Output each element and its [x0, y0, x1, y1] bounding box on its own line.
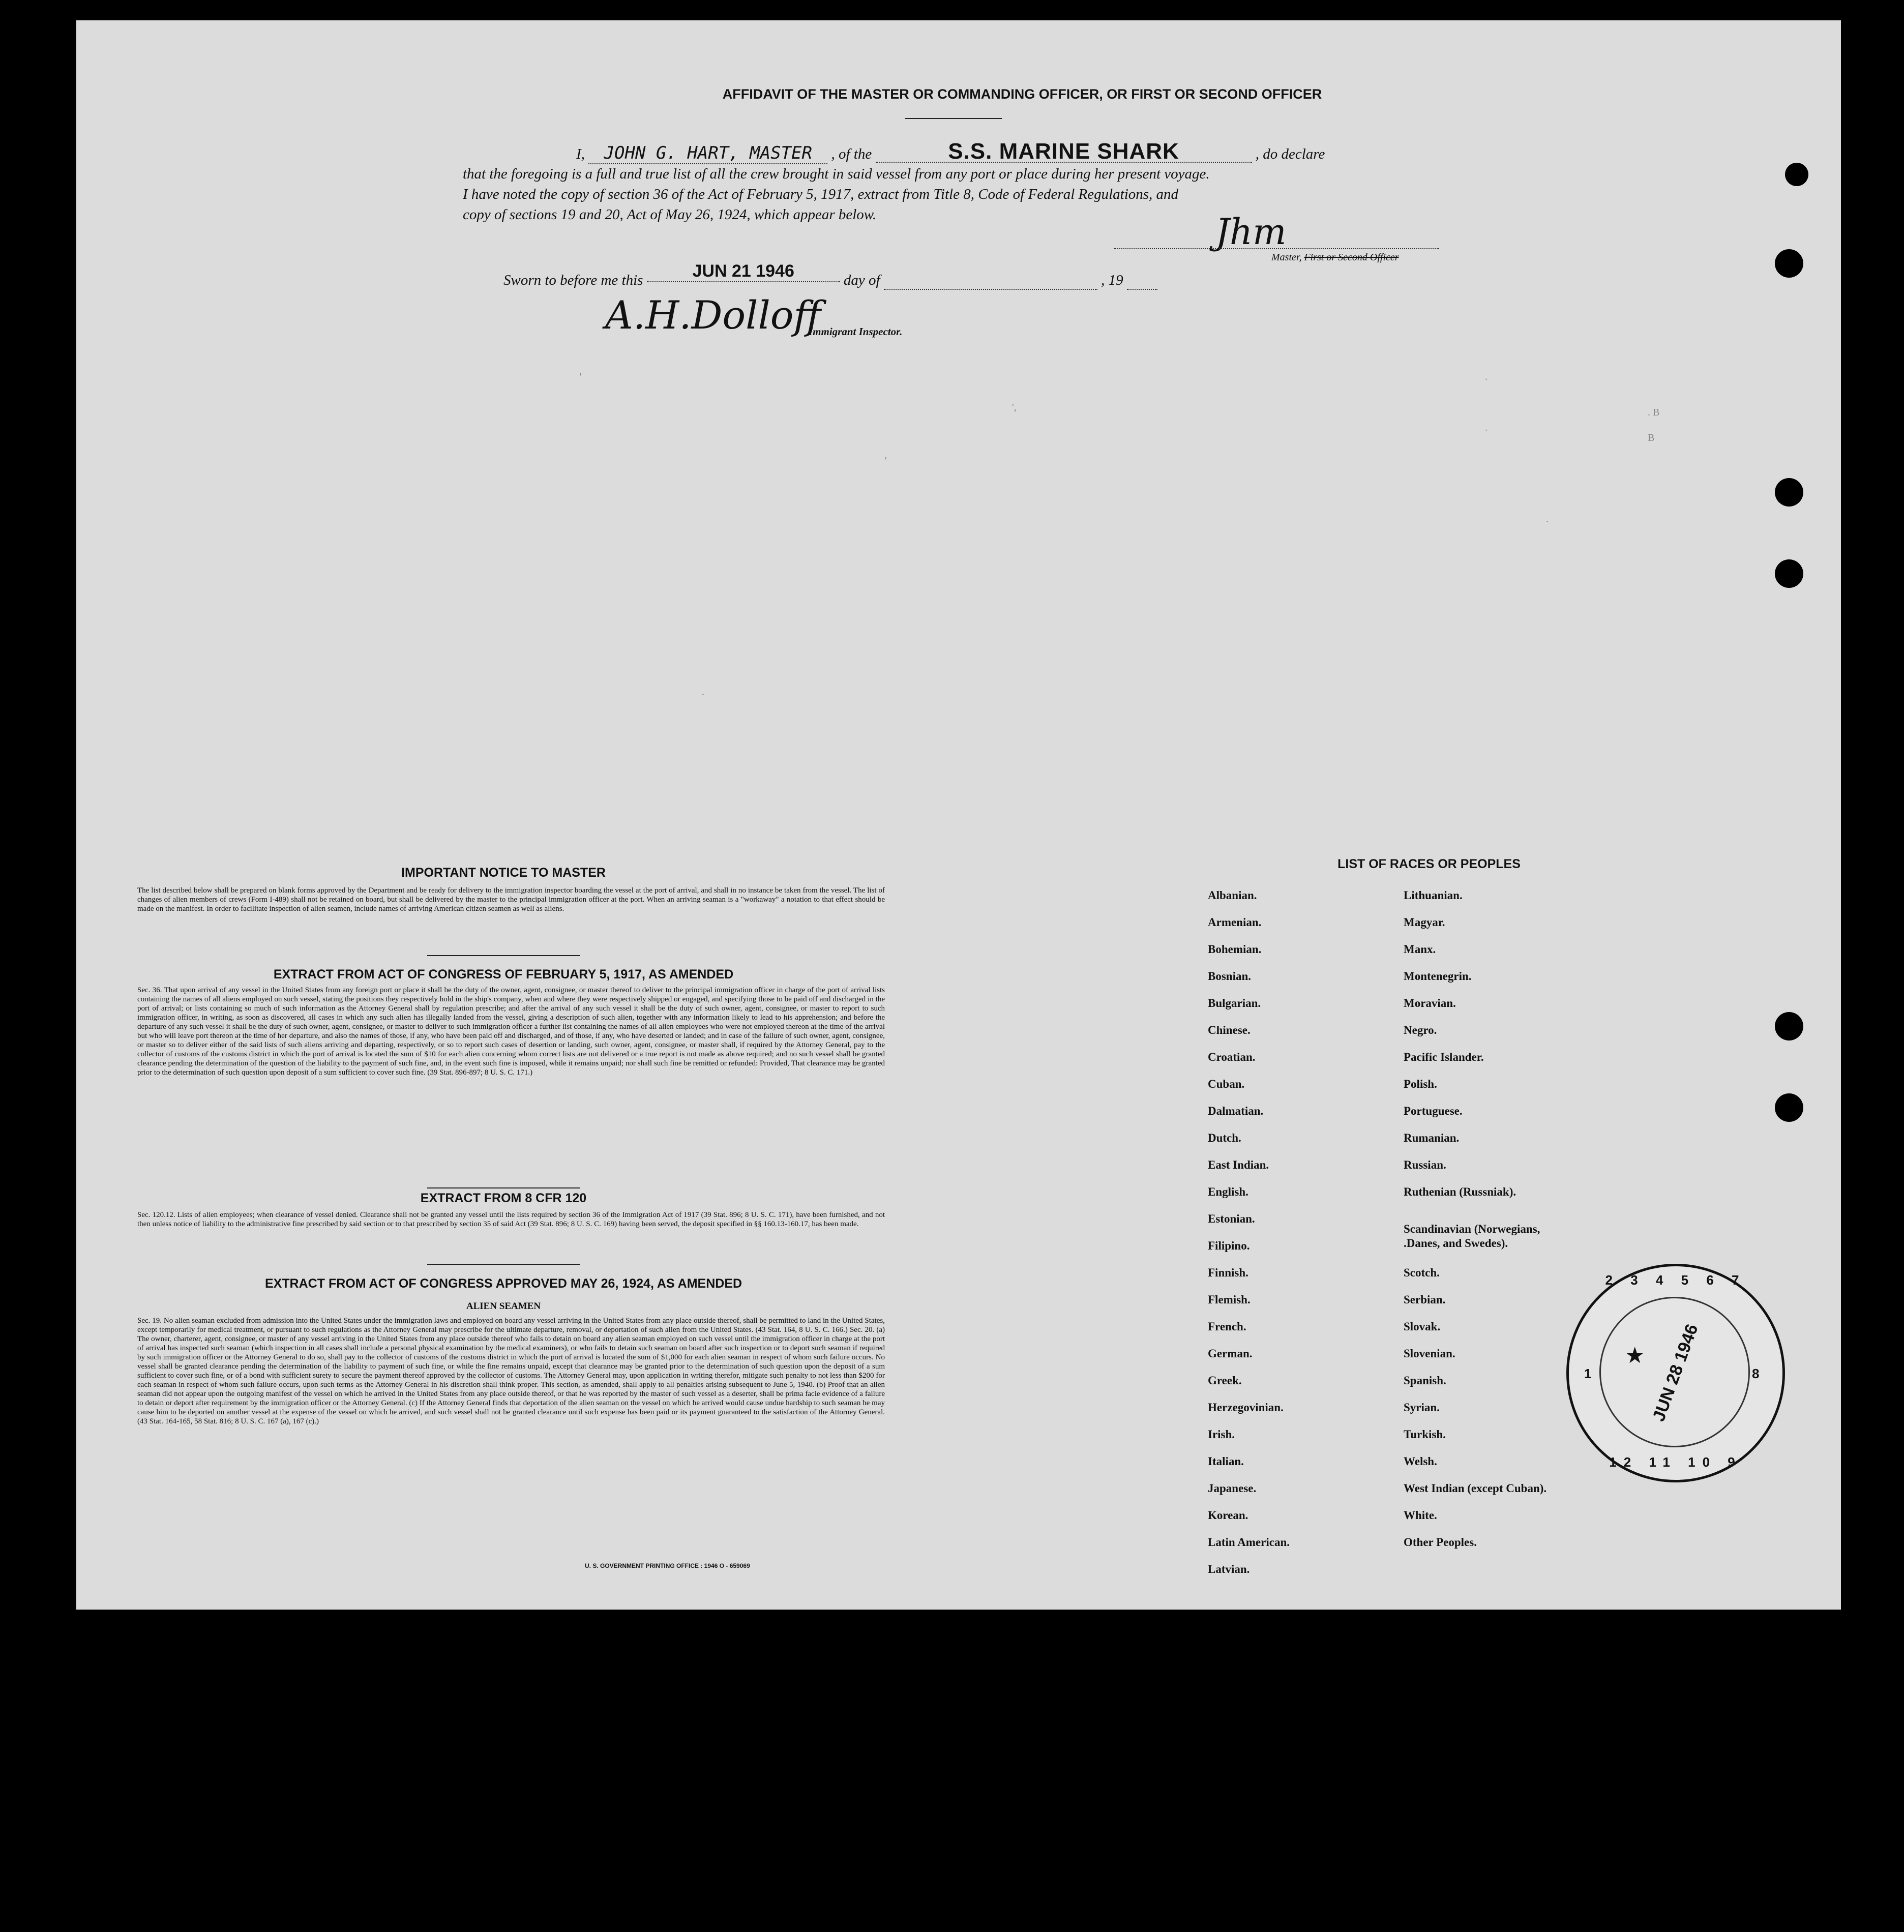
punch-hole [1775, 559, 1803, 588]
extract-1924-text: Sec. 19. No alien seaman excluded from admission into the United States under the immigration laws and employed on board any vessel arriving in the United States from any place outside thereof, shall be permitted to land in the United States, except temporarily for medical treatment, or pursuant to such regulations as the Attorney General may prescribe for the ultimate departure, removal, or deportation of such alien from the United States. (43 Stat. 164, 8 U. S. C. 166.) Sec. 20. (a) The owner, charterer, agent, consignee, or master of any vessel arriving in the United States from any place outside thereof who fails to detain on board any alien seaman employed on such vessel until the immigration officer in charge at the port of arrival has inspected such seaman (which inspection in all cases shall include a personal physical examination by the medical examiners), or who fails to detain such seaman on board after such inspection or to deport such seaman if required by such immigration officer or the Attorney General to do so, shall pay to the collector of customs of the customs district in which the port of arrival is located the sum of $1,000 for each alien seaman in respect of whom such failure occurs. No vessel shall be granted clearance pending the determination of the liability to payment of such fine, or while the fine remains unpaid, except that clearance may be granted prior to the determination of such question upon the deposit of a sum sufficient to cover such fine, or of a bond with sufficient surety to secure the payment thereof approved by the collector of customs. The Attorney General may, upon application in writing therefor, mitigate such penalty to not less than $200 for each seaman in respect of whom such failure occurs, upon such terms as the Attorney General in his discretion shall think proper. This section, as amended, shall apply to all penalties arising subsequent to June 5, 1940. (b) Proof that an alien seaman did not appear upon the outgoing manifest of the vessel on which he arrived in the United States from any place outside thereof, or that he was reported by the master of such vessel as a deserter, shall be prima facie evidence of a failure to detain or deport after requirement by the immigration officer or the Attorney General. (c) If the Attorney General finds that deportation of the alien seaman on the vessel on which he arrived would cause undue hardship to such seaman he may cause him to be deported on another vessel at the expense of the vessel on which he arrived, and such vessel shall not be granted clearance until such expense has been paid or its payment guaranteed to the satisfaction of the Attorney General. (43 Stat. 164-165, 58 Stat. 816; 8 U. S. C. 167 (a), 167 (c).) [137, 1317, 885, 1425]
vessel-name: S.S. MARINE SHARK [876, 141, 1252, 163]
race-item: Spanish. [1404, 1374, 1446, 1387]
race-item: Latin American. [1208, 1536, 1290, 1549]
title-rule [905, 118, 1002, 119]
inspector-label: Immigrant Inspector. [809, 325, 903, 338]
race-item: Korean. [1208, 1509, 1248, 1522]
race-item: Estonian. [1208, 1212, 1255, 1225]
extract-cfr-title: EXTRACT FROM 8 CFR 120 [420, 1191, 587, 1205]
master-name: JOHN G. HART, MASTER [588, 143, 827, 164]
race-item: Greek. [1208, 1374, 1242, 1387]
bleed-through-marks: ' ' ', . . . . B B . [580, 371, 1660, 698]
divider-2 [427, 1187, 580, 1188]
declaration-line-1: I, JOHN G. HART, MASTER , of the S.S. MARINE SHARK , do declare [576, 139, 1325, 164]
punch-hole [1785, 163, 1808, 186]
race-item: Serbian. [1404, 1293, 1446, 1306]
race-item: Bosnian. [1208, 970, 1252, 983]
race-item: Finnish. [1208, 1266, 1248, 1279]
printer-line: U. S. GOVERNMENT PRINTING OFFICE : 1946 O - 659069 [585, 1562, 750, 1569]
race-item: Bulgarian. [1208, 997, 1261, 1009]
declaration-line-3: I have noted the copy of section 36 of the Act of February 5, 1917, extract from Title 8, Code of Federal Regulations, and [463, 186, 1179, 202]
race-item: Rumanian. [1404, 1132, 1460, 1144]
divider-1 [427, 955, 580, 956]
race-item: Turkish. [1404, 1428, 1446, 1441]
race-item: Magyar. [1404, 916, 1445, 929]
notice-title: IMPORTANT NOTICE TO MASTER [401, 866, 606, 880]
race-item: Ruthenian (Russniak). [1404, 1185, 1516, 1198]
race-item: Other Peoples. [1404, 1536, 1477, 1549]
race-item: French. [1208, 1320, 1246, 1333]
stamp-date: JUN 28 1946 [1649, 1321, 1702, 1424]
inspector-signature: A.H.Dolloff [605, 292, 821, 338]
race-item: Negro. [1404, 1024, 1437, 1036]
affidavit-title: AFFIDAVIT OF THE MASTER OR COMMANDING OFFICER, OR FIRST OR SECOND OFFICER [722, 86, 1322, 102]
race-item: Dalmatian. [1208, 1105, 1264, 1117]
punch-hole [1775, 478, 1803, 507]
sworn-line: Sworn to before me this JUN 21 1946 day of , 19 [503, 270, 1157, 290]
punch-hole [1775, 249, 1803, 278]
race-item: Albanian. [1208, 889, 1257, 902]
race-item: Polish. [1404, 1078, 1437, 1090]
race-item: .Danes, and Swedes). [1404, 1237, 1508, 1250]
race-item: Flemish. [1208, 1293, 1251, 1306]
star-icon: ★ [1625, 1343, 1645, 1368]
race-item: Montenegrin. [1404, 970, 1472, 983]
race-item: Russian. [1404, 1158, 1446, 1171]
race-item: Latvian. [1208, 1563, 1250, 1576]
extract-1917-title: EXTRACT FROM ACT OF CONGRESS OF FEBRUARY 5, 1917, AS AMENDED [273, 967, 734, 982]
extract-1917-text: Sec. 36. That upon arrival of any vessel in the United States from any foreign port or place it shall be the duty of the owner, agent, consignee, or master thereof to deliver to the principal immigration officer in charge of the port of arrival lists containing the names of all aliens employed on such vessel, stating the positions they respectively hold in the ship's company, when and where they were respectively shipped or engaged, and specifying those to be paid off and discharged in the port of arrival; or lists containing so much of such information as the Attorney General shall by regulation prescribe; and after the arrival of any such vessel it shall be the duty of such owner, agent, consignee, or master to report to such immigration officer, in writing, as soon as discovered, all cases in which any such alien has illegally landed from the vessel, giving a description of such alien, together with any information likely to lead to his apprehension; and before the departure of any such vessel it shall be the duty of such owner, agent, consignee, or master to deliver to such immigration officer a further list containing the names of all alien employees who were not employed thereon at the time of the arrival but who will leave port thereon at the time of her departure, and also the names of those, if any, who have been paid off and discharged, and of those, if any, who have deserted or landed; and in case of the failure of such owner, agent, consignee, or master so to deliver either of the said lists of such aliens arriving and departing, respectively, or so to report such cases of desertion or landing, such owner, agent, consignee, or master shall, if required by the Attorney General, pay to the collector of customs of the customs district in which the port of arrival is located the sum of $10 for each alien concerning whom correct lists are not delivered or a true report is not made as above required; and no such vessel shall be granted clearance pending the determination of the question of the liability to the payment of such fine, and, in the event such fine is imposed, while it remains unpaid; nor shall such fine be remitted or refunded: Provided, That clearance may be granted prior to the determination of such question upon deposit of a sum sufficient to cover such fine. (39 Stat. 896-897; 8 U. S. C. 171.) [137, 986, 885, 1077]
stamp-digits: 2 3 4 5 6 7 [1605, 1272, 1746, 1288]
extract-cfr-text: Sec. 120.12. Lists of alien employees; when clearance of vessel denied. Clearance shall not be granted any vessel until the lists required by section 36 of the Immigration Act of 1917 (39 Stat. 896; 8 U. S. C. 171), have been furnished, and not then unless notice of liability to the administrative fine prescribed by said section or to that prescribed by section 35 of said Act (39 Stat. 896; 8 U. S. C. 169) having been served, the deposit specified in §§ 160.13-160.17, has been made. [137, 1211, 885, 1228]
race-item: Welsh. [1404, 1455, 1437, 1468]
sworn-date: JUN 21 1946 [647, 261, 840, 282]
race-item: Moravian. [1404, 997, 1456, 1009]
race-item: West Indian (except Cuban). [1404, 1482, 1547, 1495]
master-signature-line [1114, 248, 1439, 249]
race-item: Scandinavian (Norwegians, [1404, 1223, 1540, 1235]
race-item: Slovak. [1404, 1320, 1441, 1333]
race-item: Irish. [1208, 1428, 1235, 1441]
race-item: Manx. [1404, 943, 1436, 956]
race-item: English. [1208, 1185, 1248, 1198]
race-item: Slovenian. [1404, 1347, 1455, 1360]
race-item: White. [1404, 1509, 1437, 1522]
punch-hole [1775, 1012, 1803, 1041]
stamp-digits-bottom: 12 11 10 9 [1609, 1454, 1742, 1470]
race-item: Bohemian. [1208, 943, 1262, 956]
race-item: Portuguese. [1404, 1105, 1463, 1117]
race-item: Cuban. [1208, 1078, 1245, 1090]
document-sheet [76, 20, 1841, 1610]
race-item: Dutch. [1208, 1132, 1241, 1144]
race-item: Herzegovinian. [1208, 1401, 1284, 1414]
race-item: Armenian. [1208, 916, 1262, 929]
race-item: Syrian. [1404, 1401, 1440, 1414]
notice-text: The list described below shall be prepared on blank forms approved by the Department and be ready for delivery to the immigration inspector boarding the vessel at the port of arrival, and shall in no instance be taken from the vessel. The list of changes of alien members of crews (Form I-489) shall not be retained on board, but shall be delivered by the master to the principal immigration officer at the port. When an arriving seaman is a "workaway" a notation to that effect should be made on the manifest. In order to facilitate inspection of alien seamen, include names of arriving American citizen seamen as well as aliens. [137, 886, 885, 913]
race-item: Chinese. [1208, 1024, 1251, 1036]
race-item: Japanese. [1208, 1482, 1257, 1495]
race-item: German. [1208, 1347, 1253, 1360]
master-signature: Jhm [1215, 211, 1287, 253]
inspection-stamp: 2 3 4 5 6 7 12 11 10 9 1 8 JUN 28 1946 ★ [1566, 1264, 1785, 1482]
master-title: Master, First or Second Officer [1271, 252, 1399, 263]
race-item: East Indian. [1208, 1158, 1269, 1171]
declaration-line-4: copy of sections 19 and 20, Act of May 26, 1924, which appear below. [463, 206, 877, 223]
race-item: Italian. [1208, 1455, 1244, 1468]
race-item: Pacific Islander. [1404, 1051, 1484, 1063]
declaration-line-2: that the foregoing is a full and true list of all the crew brought in said vessel from any port or place during her present voyage. [463, 166, 1210, 182]
punch-hole [1775, 1093, 1803, 1122]
extract-1924-subtitle: ALIEN SEAMEN [466, 1301, 541, 1312]
race-item: Filipino. [1208, 1239, 1250, 1252]
divider-3 [427, 1264, 580, 1265]
extract-1924-title: EXTRACT FROM ACT OF CONGRESS APPROVED MAY 26, 1924, AS AMENDED [264, 1276, 742, 1291]
races-left-column [1208, 889, 1376, 1590]
race-item: Croatian. [1208, 1051, 1256, 1063]
races-title: LIST OF RACES OR PEOPLES [1337, 857, 1521, 871]
race-item: Lithuanian. [1404, 889, 1463, 902]
race-item: Scotch. [1404, 1266, 1440, 1279]
